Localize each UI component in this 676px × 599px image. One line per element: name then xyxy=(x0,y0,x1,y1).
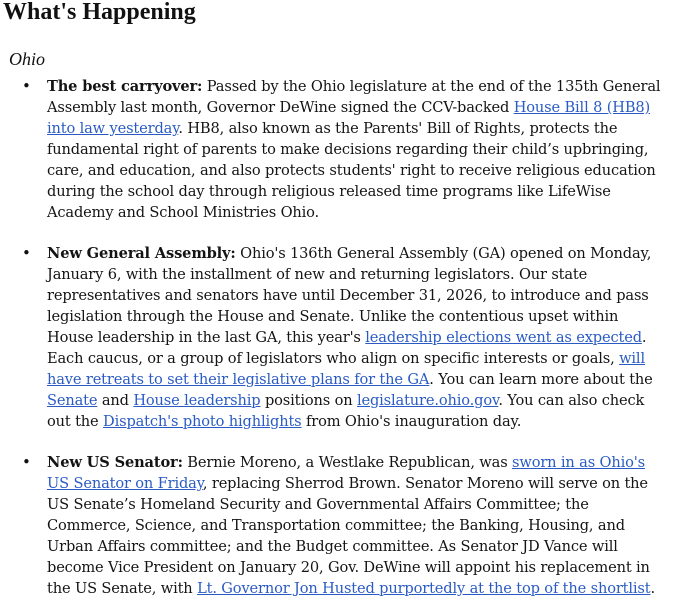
news-paragraph xyxy=(47,76,664,223)
retreats-link[interactable]: will have retreats to set their legislative plans for the GA xyxy=(47,350,645,388)
item-lead: New General Assembly: xyxy=(47,245,236,262)
legislature-site-link[interactable]: legislature.ohio.gov xyxy=(356,392,499,409)
page-title: What's Happening xyxy=(3,0,196,25)
body-text: . You can also check out the xyxy=(47,392,645,430)
body-text: from Ohio's inauguration day. xyxy=(301,413,522,430)
news-paragraph xyxy=(47,243,664,432)
sworn-in-link[interactable]: sworn in as Ohio's US Senator on Friday xyxy=(47,454,645,492)
body-text: Passed by the Ohio legislature at the end of the 135th General Assembly last month, Governor DeWine signed the CCV-backed xyxy=(47,78,661,116)
section-heading: Ohio xyxy=(9,49,45,69)
senate-link[interactable]: Senate xyxy=(47,392,98,409)
body-text: and xyxy=(97,392,134,409)
body-text: . Each caucus, or a group of legislators who align on specific interests or goals, xyxy=(47,329,647,367)
house-leadership-link[interactable]: House leadership xyxy=(133,392,261,409)
news-item-us-senator xyxy=(0,452,676,599)
bullet-icon: • xyxy=(22,77,31,95)
body-text: . HB8, also known as the Parents' Bill of Rights, protects the fundamental right of parents to make decisions regarding their child’s upbringing, care, and education, and also protects students' right to receive religious education during the school day through religious released time programs like LifeWise Academy and School Ministries Ohio. xyxy=(47,120,656,221)
body-text: Ohio's 136th General Assembly (GA) opened on Monday, January 6, with the installment of new and returning legislators. Our state representatives and senators have until December 31, 2026, to introduce and pass legislation through the House and Senate. Unlike the contentious upset within House leadership in the last GA, this year's xyxy=(47,245,652,346)
body-text: . xyxy=(650,580,655,597)
husted-shortlist-link[interactable]: Lt. Governor Jon Husted purportedly at the top of the shortlist xyxy=(197,580,651,597)
body-text: Bernie Moreno, a Westlake Republican, was xyxy=(182,454,513,471)
news-list xyxy=(0,76,676,599)
hb8-link[interactable]: House Bill 8 (HB8) into law yesterday xyxy=(47,99,651,137)
news-paragraph xyxy=(47,452,664,599)
body-text: positions on xyxy=(260,392,357,409)
leadership-elections-link[interactable]: leadership elections went as expected xyxy=(365,329,642,346)
bullet-icon: • xyxy=(22,244,31,262)
item-lead: New US Senator: xyxy=(47,454,183,471)
bullet-icon: • xyxy=(22,453,31,471)
news-item-general-assembly xyxy=(0,243,676,432)
news-item-carryover xyxy=(0,76,676,223)
photo-highlights-link[interactable]: Dispatch's photo highlights xyxy=(103,413,302,430)
item-lead: The best carryover: xyxy=(47,78,203,95)
body-text: , replacing Sherrod Brown. Senator Moreno will serve on the US Senate’s Homeland Security and Governmental Affairs Committee; the Commerce, Science, and Transportation committee; the Banking, Housing, and Urban Affairs committee; and the Budget committee. As Senator JD Vance will become Vice President on January 20, Gov. DeWine will appoint his replacement in the US Senate, with xyxy=(47,475,650,597)
body-text: . You can learn more about the xyxy=(429,371,653,388)
